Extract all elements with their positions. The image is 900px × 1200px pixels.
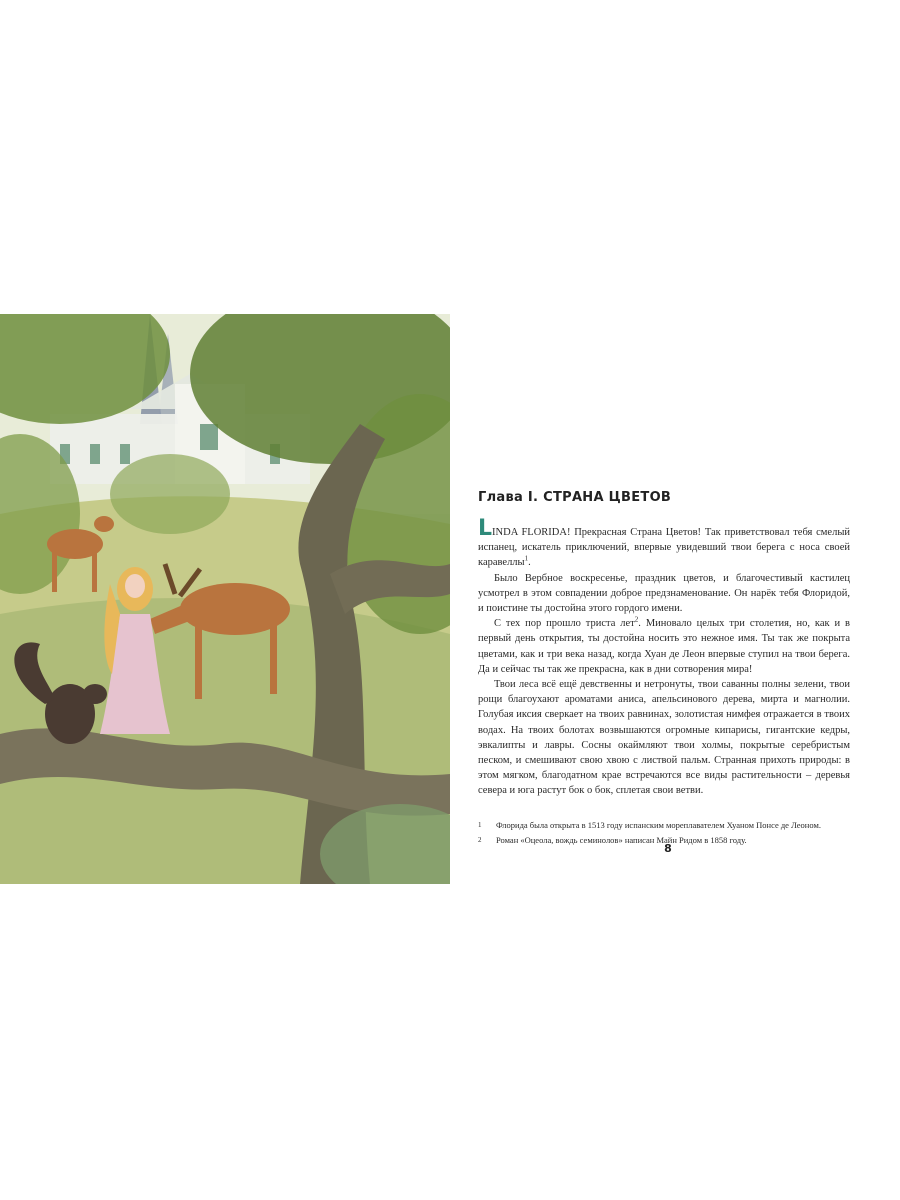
footnote-number: 2 bbox=[478, 835, 482, 844]
page-number: 8 bbox=[664, 842, 672, 855]
footnote-ref: 2 bbox=[634, 615, 639, 624]
paragraph-text: INDA FLORIDA! Прекрасная Страна Цветов! Так приветствовал тебя смелый испанец, искатель приключений, впервые увидевший твои берега с носа своей каравеллы bbox=[478, 527, 850, 569]
footnote-ref: 1 bbox=[524, 554, 529, 563]
paragraph-text: С тех пор прошло триста лет bbox=[494, 618, 635, 630]
footnote bbox=[478, 819, 850, 831]
illustration bbox=[0, 314, 450, 884]
drop-cap: L bbox=[478, 516, 493, 541]
chapter-title: Глава I. СТРАНА ЦВЕТОВ bbox=[478, 490, 672, 505]
paragraph bbox=[478, 516, 850, 571]
paragraph: Твои леса всё ещё девственны и нетронуты, твои саванны полны зелени, твои рощи благоухают ароматами аниса, апельсинового дерева, мирта и магнолии. Голубая иксия сверкает на твоих равнинах, золотистая нимфея отражается в твоих водах. На твоих болотах возвышаются огромные кипарисы, гигантские кедры, эвкалипты и лавры. Сосны окаймляют твои холмы, покрытые серебристым песком, и смешивают свою хвою с листвой пальм. Странная прихоть природы: в этом мягком, благодатном крае встречаются все виды растительности – деревья севера и юга растут бок о бок, сплетая свои ветви. bbox=[478, 679, 850, 797]
paragraph-text-end: . bbox=[528, 557, 531, 569]
footnote-number: 1 bbox=[478, 820, 482, 829]
paragraph-text-end: . Миновало целых три столетия, но, как и в первый день открытия, ты достойна носить это нежное имя. Ты так же покрыта цветами, как и три века назад, когда Хуан де Леон впервые ступил на твои берега. Да и сейчас ты так же прекрасна, как в дни сотворения мира! bbox=[478, 618, 850, 675]
text-page bbox=[478, 490, 850, 849]
footnote-text: Флорида была открыта в 1513 году испанским мореплавателем Хуаном Понсе де Леоном. bbox=[496, 819, 821, 830]
paragraph: Было Вербное воскресенье, праздник цветов, и благочестивый кастилец усмотрел в этом совпадении доброе предзнаменование. Он нарёк тебя Флоридой, и поистине ты достойна этого гордого имени. bbox=[478, 572, 850, 615]
forest-illustration bbox=[0, 314, 450, 884]
paragraph bbox=[478, 616, 850, 677]
footnote-text: Роман «Оцеола, вождь семинолов» написан Майн Ридом в 1858 году. bbox=[496, 834, 747, 845]
